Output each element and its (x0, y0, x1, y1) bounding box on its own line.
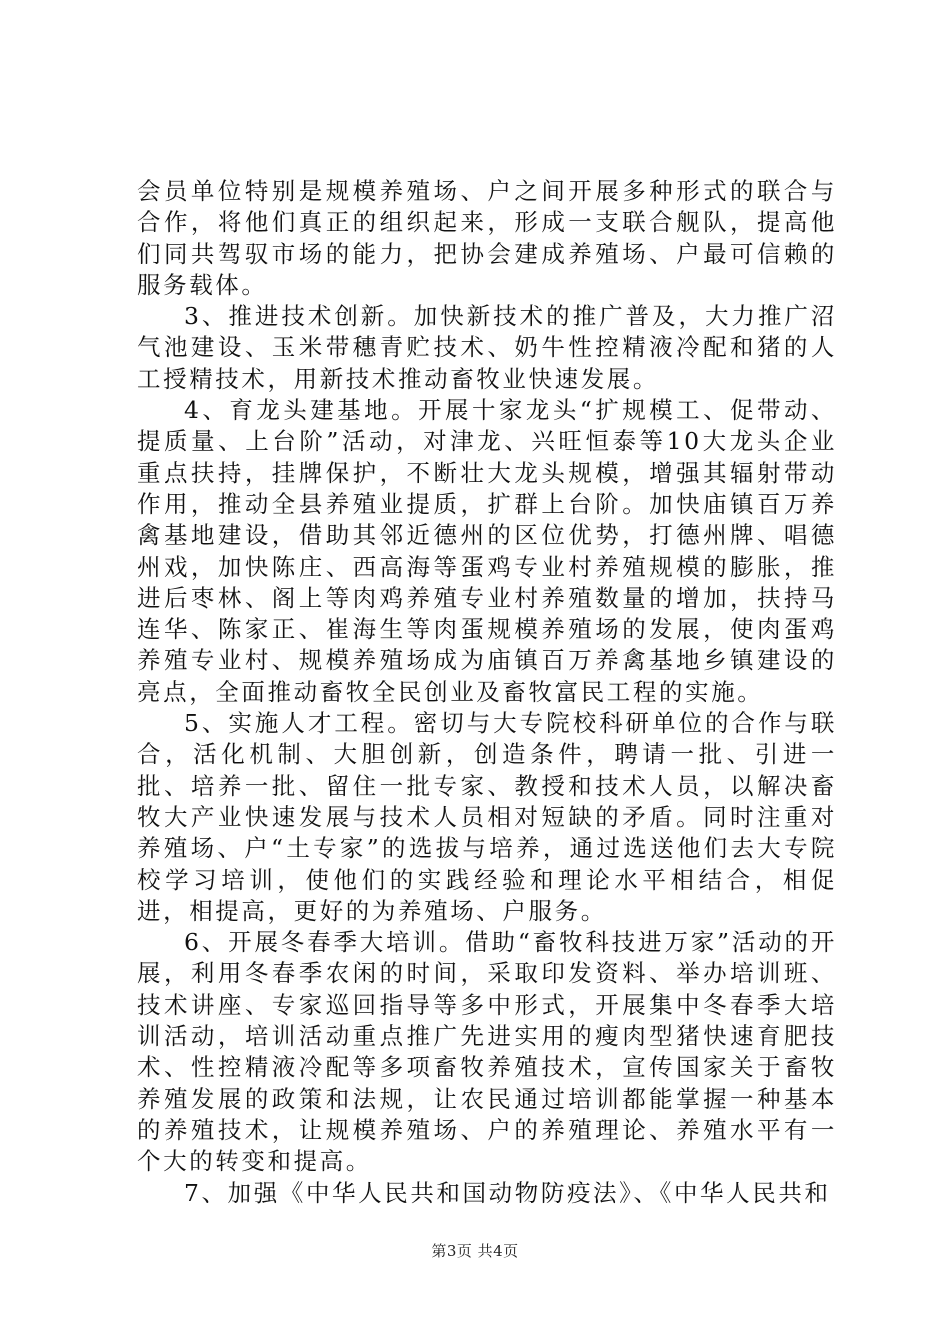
page-number-label: 第3页 共4页 (431, 1242, 519, 1260)
paragraph-tech-innovation: 3、推进技术创新。加快新技术的推广普及，大力推广沼气池建设、玉米带穗青贮技术、奶牛性控精液冷配和猪的人工授精技术，用新技术推动畜牧业快速发展。 (137, 302, 837, 393)
body-text (137, 176, 837, 1209)
page-footer (0, 1240, 950, 1261)
paragraph-continuation: 会员单位特别是规模养殖场、户之间开展多种形式的联合与合作，将他们真正的组织起来，形成一支联合舰队，提高他们同共驾驭市场的能力，把协会建成养殖场、户最可信赖的服务载体。 (137, 177, 837, 299)
paragraph-winter-spring-training: 6、开展冬春季大培训。借助“畜牧科技进万家”活动的开展，利用冬春季农闲的时间，采取印发资料、举办培训班、技术讲座、专家巡回指导等多中形式，开展集中冬春季大培训活动，培训活动重点推广先进实用的瘦肉型猪快速育肥技术、性控精液冷配等多项畜牧养殖技术，宣传国家关于畜牧养殖发展的政策和法规，让农民通过培训都能掌握一种基本的养殖技术，让规模养殖场、户的养殖理论、养殖水平有一个大的转变和提高。 (137, 928, 837, 1176)
paragraph-talent-project: 5、实施人才工程。密切与大专院校科研单位的合作与联合，活化机制、大胆创新，创造条件，聘请一批、引进一批、培养一批、留住一批专家、教授和技术人员，以解决畜牧大产业快速发展与技术人员相对短缺的矛盾。同时注重对养殖场、户“土专家”的选拔与培养，通过选送他们去大专院校学习培训，使他们的实践经验和理论水平相结合，相促进，相提高，更好的为养殖场、户服务。 (137, 709, 837, 925)
paragraph-leading-enterprises: 4、育龙头建基地。开展十家龙头“扩规模工、促带动、提质量、上台阶”活动，对津龙、兴旺恒泰等10大龙头企业重点扶持，挂牌保护，不断壮大龙头规模，增强其辐射带动作用，推动全县养殖业提质，扩群上台阶。加快庙镇百万养禽基地建设，借助其邻近德州的区位优势，打德州牌、唱德州戏，加快陈庄、西高海等蛋鸡专业村养殖规模的膨胀，推进后枣林、阁上等肉鸡养殖专业村养殖数量的增加，扶持马连华、陈家正、崔海生等肉蛋规模养殖场的发展，使肉蛋鸡养殖专业村、规模养殖场成为庙镇百万养禽基地乡镇建设的亮点，全面推动畜牧全民创业及畜牧富民工程的实施。 (137, 396, 837, 706)
paragraph-epidemic-law: 7、加强《中华人民共和国动物防疫法》、《中华人民共和 (184, 1178, 831, 1207)
